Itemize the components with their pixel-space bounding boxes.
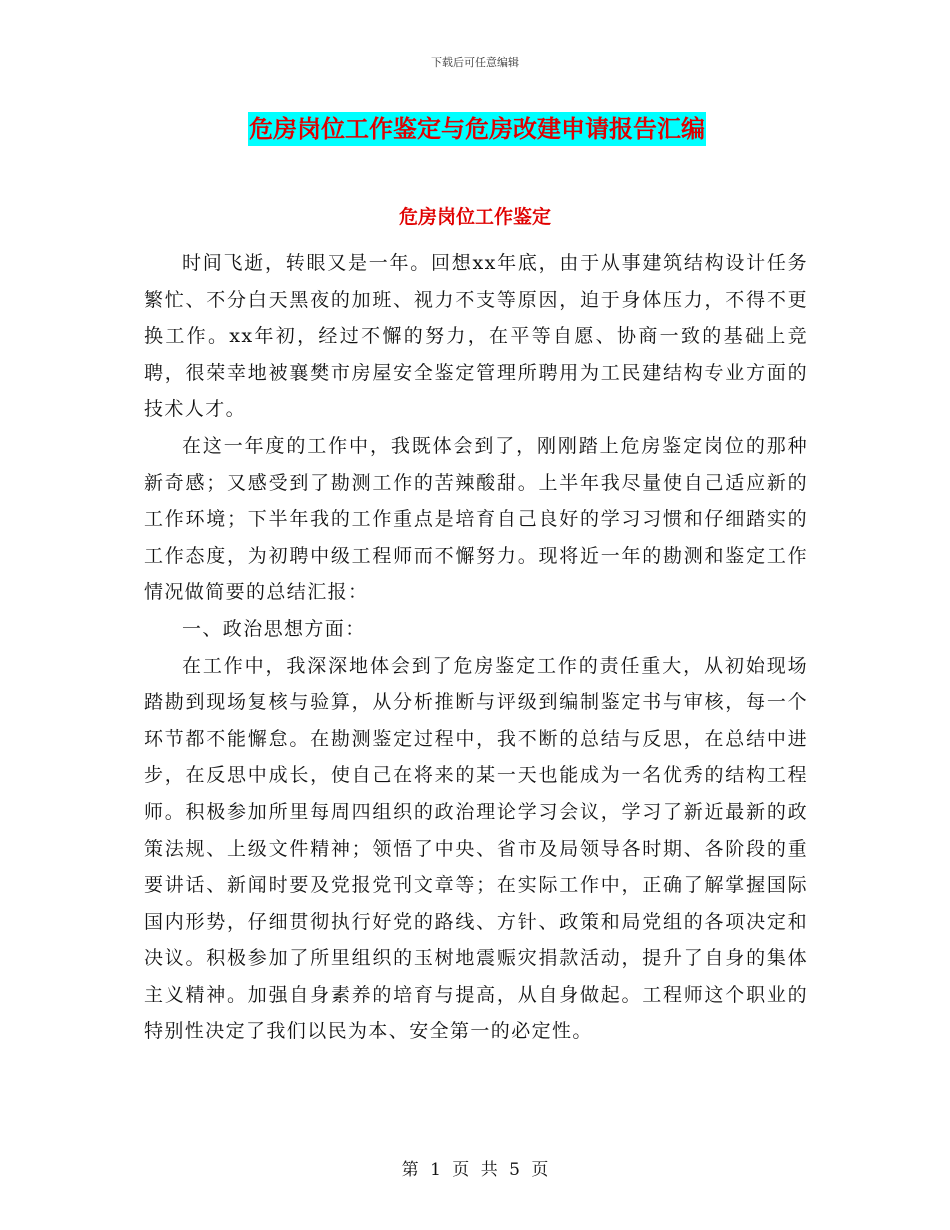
header-note: 下载后可任意编辑	[431, 56, 519, 69]
subheading-political: 一、政治思想方面：	[182, 617, 366, 640]
paragraph-year-review: 在这一年度的工作中，我既体会到了，刚刚踏上危房鉴定岗位的那种新奇感；又感受到了勘测工作的苦辣酸甜。上半年我尽量使自己适应新的工作环境；下半年我的工作重点是培育自己良好的学习习惯和仔细踏实的工作态度，为初聘中级工程师而不懈努力。现将近一年的勘测和鉴定工作情况做简要的总结汇报：	[144, 434, 808, 604]
section-title: 危房岗位工作鉴定	[398, 206, 551, 228]
document-title: 危房岗位工作鉴定与危房改建申请报告汇编	[248, 112, 706, 146]
paragraph-political: 在工作中，我深深地体会到了危房鉴定工作的责任重大，从初始现场踏勘到现场复核与验算，从分析推断与评级到编制鉴定书与审核，每一个环节都不能懈怠。在勘测鉴定过程中，我不断的总结与反思，在总结中进步，在反思中成长，使自己在将来的某一天也能成为一名优秀的结构工程师。积极参加所里每周四组织的政治理论学习会议，学习了新近最新的政策法规、上级文件精神；领悟了中央、省市及局领导各时期、各阶段的重要讲话、新闻时要及党报党刊文章等；在实际工作中，正确了解掌握国际国内形势，仔细贯彻执行好党的路线、方针、政策和局党组的各项决定和决议。积极参加了所里组织的玉树地震赈灾捐款活动，提升了自身的集体主义精神。加强自身素养的培育与提高，从自身做起。工程师这个职业的特别性决定了我们以民为本、安全第一的必定性。	[144, 654, 808, 1043]
document-body	[144, 245, 808, 1050]
paragraph-intro: 时间飞逝，转眼又是一年。回想xx年底，由于从事建筑结构设计任务繁忙、不分白天黑夜的加班、视力不支等原因，迫于身体压力，不得不更换工作。xx年初，经过不懈的努力，在平等自愿、协商一致的基础上竞聘，很荣幸地被襄樊市房屋安全鉴定管理所聘用为工民建结构专业方面的技术人才。	[144, 252, 808, 421]
page-footer: 第 1 页 共 5 页	[401, 1160, 549, 1180]
